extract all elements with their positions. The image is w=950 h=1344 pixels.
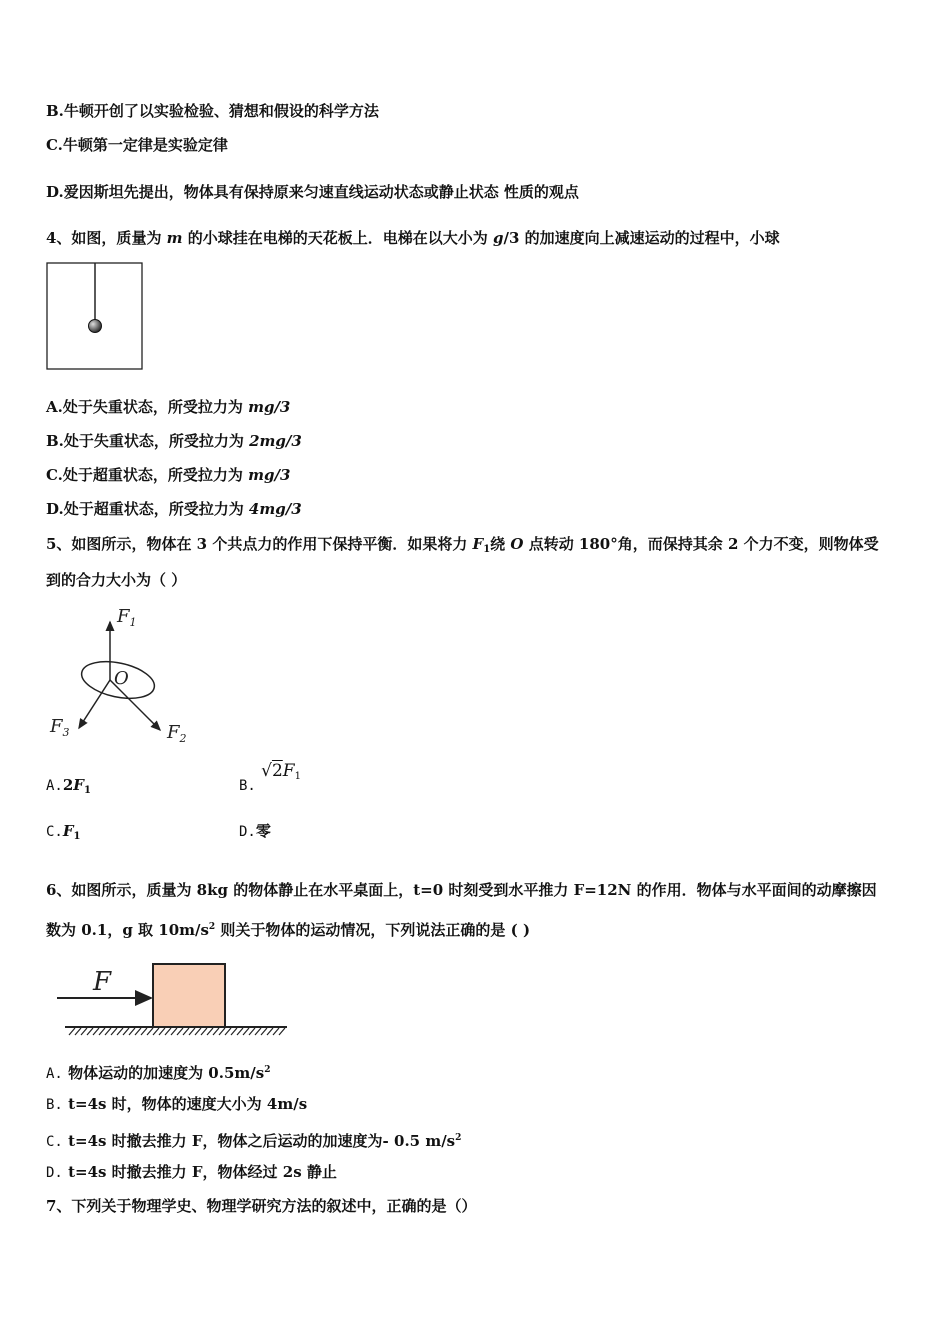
- q5-option-c: $C.F_1$: [46, 822, 81, 842]
- q5-stem-line2: 到的合力大小为（ ）: [46, 571, 187, 589]
- q5-option-a: $A.2F_1$: [46, 776, 91, 796]
- q6-option-b: B. t=4s 时，物体的速度大小为 4m/s: [46, 1095, 308, 1113]
- elevator-ball-figure: [46, 262, 144, 372]
- f3-label: $F_3$: [50, 716, 70, 739]
- q3-option-d: D.爱因斯坦先提出，物体具有保持原来匀速直线运动状态或静止状态 性质的观点: [46, 183, 579, 201]
- block: [153, 964, 225, 1027]
- q5-option-b: B. $√2F_1$: [239, 761, 301, 794]
- q6-option-a: A. 物体运动的加速度为 $0.5m/s^2$: [46, 1064, 271, 1082]
- q3-option-c: C.牛顿第一定律是实验定律: [46, 136, 228, 154]
- q4-option-d: D.处于超重状态，所受拉力为 4mg/3: [46, 500, 302, 518]
- f2-label: $F_2$: [167, 722, 187, 745]
- q4-option-a: A.处于失重状态，所受拉力为 mg/3: [46, 398, 291, 416]
- block-push-figure: [55, 960, 295, 1040]
- q3-option-b: B.牛顿开创了以实验检验、猜想和假设的科学方法: [46, 102, 379, 120]
- force-f3-arrow: [79, 680, 110, 728]
- q5-stem-line1: 5、如图所示，物体在 3 个共点力的作用下保持平衡．如果将力 $F_1$绕 O 点转动 180°角，而保持其余 2 个力不变，则物体受: [46, 535, 879, 555]
- force-f-label: F: [93, 967, 112, 997]
- f1-label: $F_1$: [117, 606, 137, 629]
- q6-stem-line1: 6、如图所示，质量为 8kg 的物体静止在水平桌面上，t=0 时刻受到水平推力 F=12N 的作用．物体与水平面间的动摩擦因: [46, 881, 877, 899]
- o-label: O: [114, 668, 129, 689]
- ground-hatch: [69, 1028, 285, 1035]
- q6-option-c: C. t=4s 时撤去推力 F，物体之后运动的加速度为- 0.5 $m/s^2$: [46, 1132, 462, 1150]
- q4-option-c: C.处于超重状态，所受拉力为 mg/3: [46, 466, 291, 484]
- q4-option-b: B.处于失重状态，所受拉力为 2mg/3: [46, 432, 302, 450]
- ball: [89, 320, 102, 333]
- q6-option-d: D. t=4s 时撤去推力 F，物体经过 2s 静止: [46, 1163, 337, 1181]
- three-forces-figure: [46, 600, 206, 750]
- q5-option-d: D.零: [239, 822, 271, 840]
- q4-stem: 4、如图，质量为 m 的小球挂在电梯的天花板上．电梯在以大小为 g/3 的加速度向上减速运动的过程中，小球: [46, 229, 780, 247]
- q6-stem-line2: 数为 0.1，g 取 $10m/s^2$ 则关于物体的运动情况，下列说法正确的是 ( ): [46, 921, 531, 939]
- q7-stem: 7、下列关于物理学史、物理学研究方法的叙述中，正确的是（）: [46, 1197, 477, 1215]
- sqrt2-f1: $√2F_1$: [261, 761, 301, 782]
